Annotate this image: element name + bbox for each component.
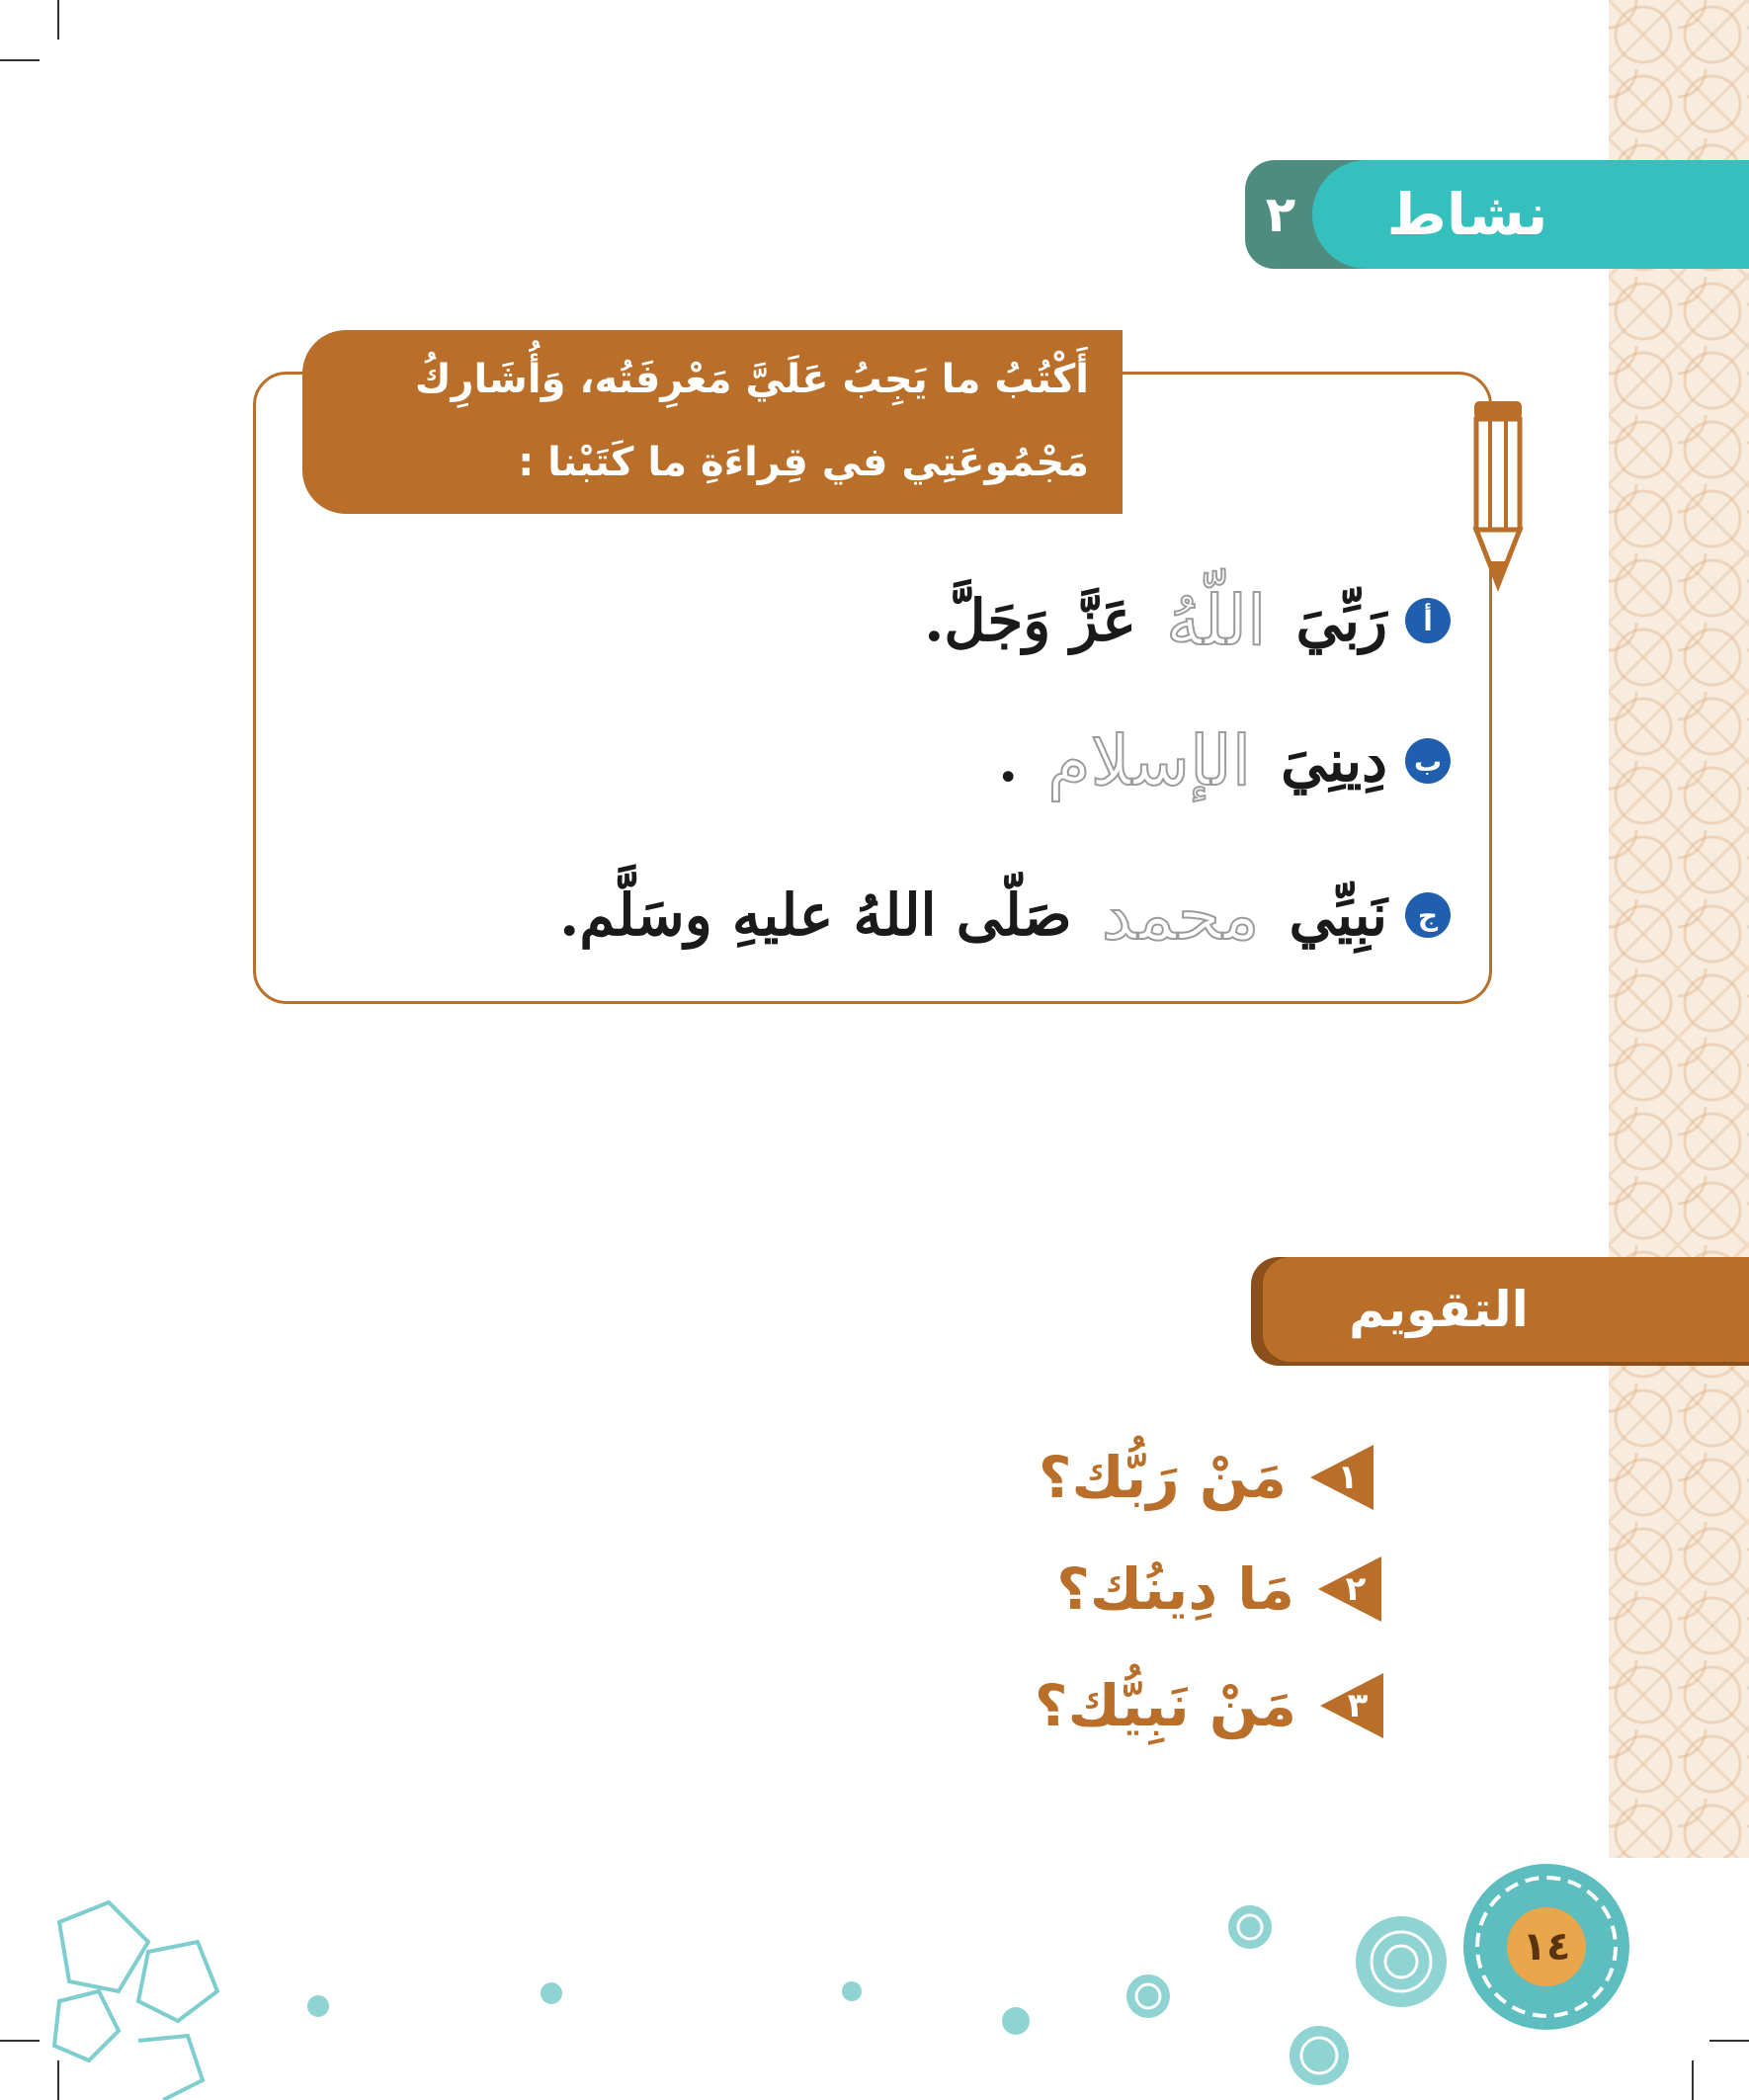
tracing-word[interactable]: الإسلام (1047, 720, 1252, 801)
fill-line-c (559, 868, 1451, 963)
item-text-before: رَبِّيَ (1295, 587, 1387, 654)
item-text-before: نَبِيِّي (1289, 882, 1387, 949)
question-number: ٢ (1345, 1569, 1367, 1609)
arrow-icon (1318, 1556, 1381, 1622)
item-badge: ب (1405, 738, 1451, 784)
pencil-icon (1468, 397, 1528, 595)
question-text: مَنْ رَبُّك؟ (1038, 1444, 1287, 1511)
question-number: ٣ (1347, 1686, 1369, 1725)
instruction-banner (302, 330, 1123, 514)
item-text-after: عَزَّ وَجَلَّ. (924, 587, 1137, 654)
question-text: مَنْ نَبِيُّك؟ (1034, 1672, 1296, 1739)
fill-line-a (924, 573, 1451, 668)
item-text-before: دِينِيَ (1281, 727, 1387, 795)
instruction-line-1: أَكْتُبُ ما يَجِبُ عَلَيَّ مَعْرِفَتُه، وَأُشَارِكُ (414, 357, 1089, 402)
tracing-word[interactable]: اللّهُ (1166, 580, 1267, 661)
question-1 (1039, 1438, 1374, 1517)
question-2 (1056, 1550, 1381, 1629)
question-text: مَا دِينُك؟ (1056, 1555, 1294, 1623)
activity-number: ٢ (1265, 186, 1296, 243)
item-text-after: صَلّى اللهُ عليهِ وسَلَّم. (559, 882, 1072, 949)
question-3 (1035, 1666, 1383, 1745)
item-badge: أ (1405, 598, 1451, 643)
activity-title: نشاط (1386, 181, 1548, 248)
page-number-badge (1482, 1883, 1611, 2011)
activity-header (1245, 160, 1749, 269)
item-text-after: . (998, 727, 1019, 795)
fill-line-b (998, 714, 1451, 808)
arrow-icon (1310, 1445, 1374, 1510)
evaluation-title: التقويم (1349, 1281, 1529, 1338)
item-badge: ج (1405, 892, 1451, 938)
question-number: ١ (1337, 1458, 1359, 1497)
tracing-word[interactable]: محمد (1101, 875, 1260, 956)
crop-mark (0, 59, 40, 61)
evaluation-header (1251, 1257, 1749, 1366)
decorative-pattern-strip (1609, 0, 1749, 1858)
crop-mark (57, 0, 59, 40)
instruction-line-2: مَجْمُوعَتِي في قِراءَةِ ما كَتَبْنا : (518, 440, 1089, 485)
page-number: ١٤ (1507, 1907, 1586, 1986)
arrow-icon (1320, 1673, 1383, 1738)
